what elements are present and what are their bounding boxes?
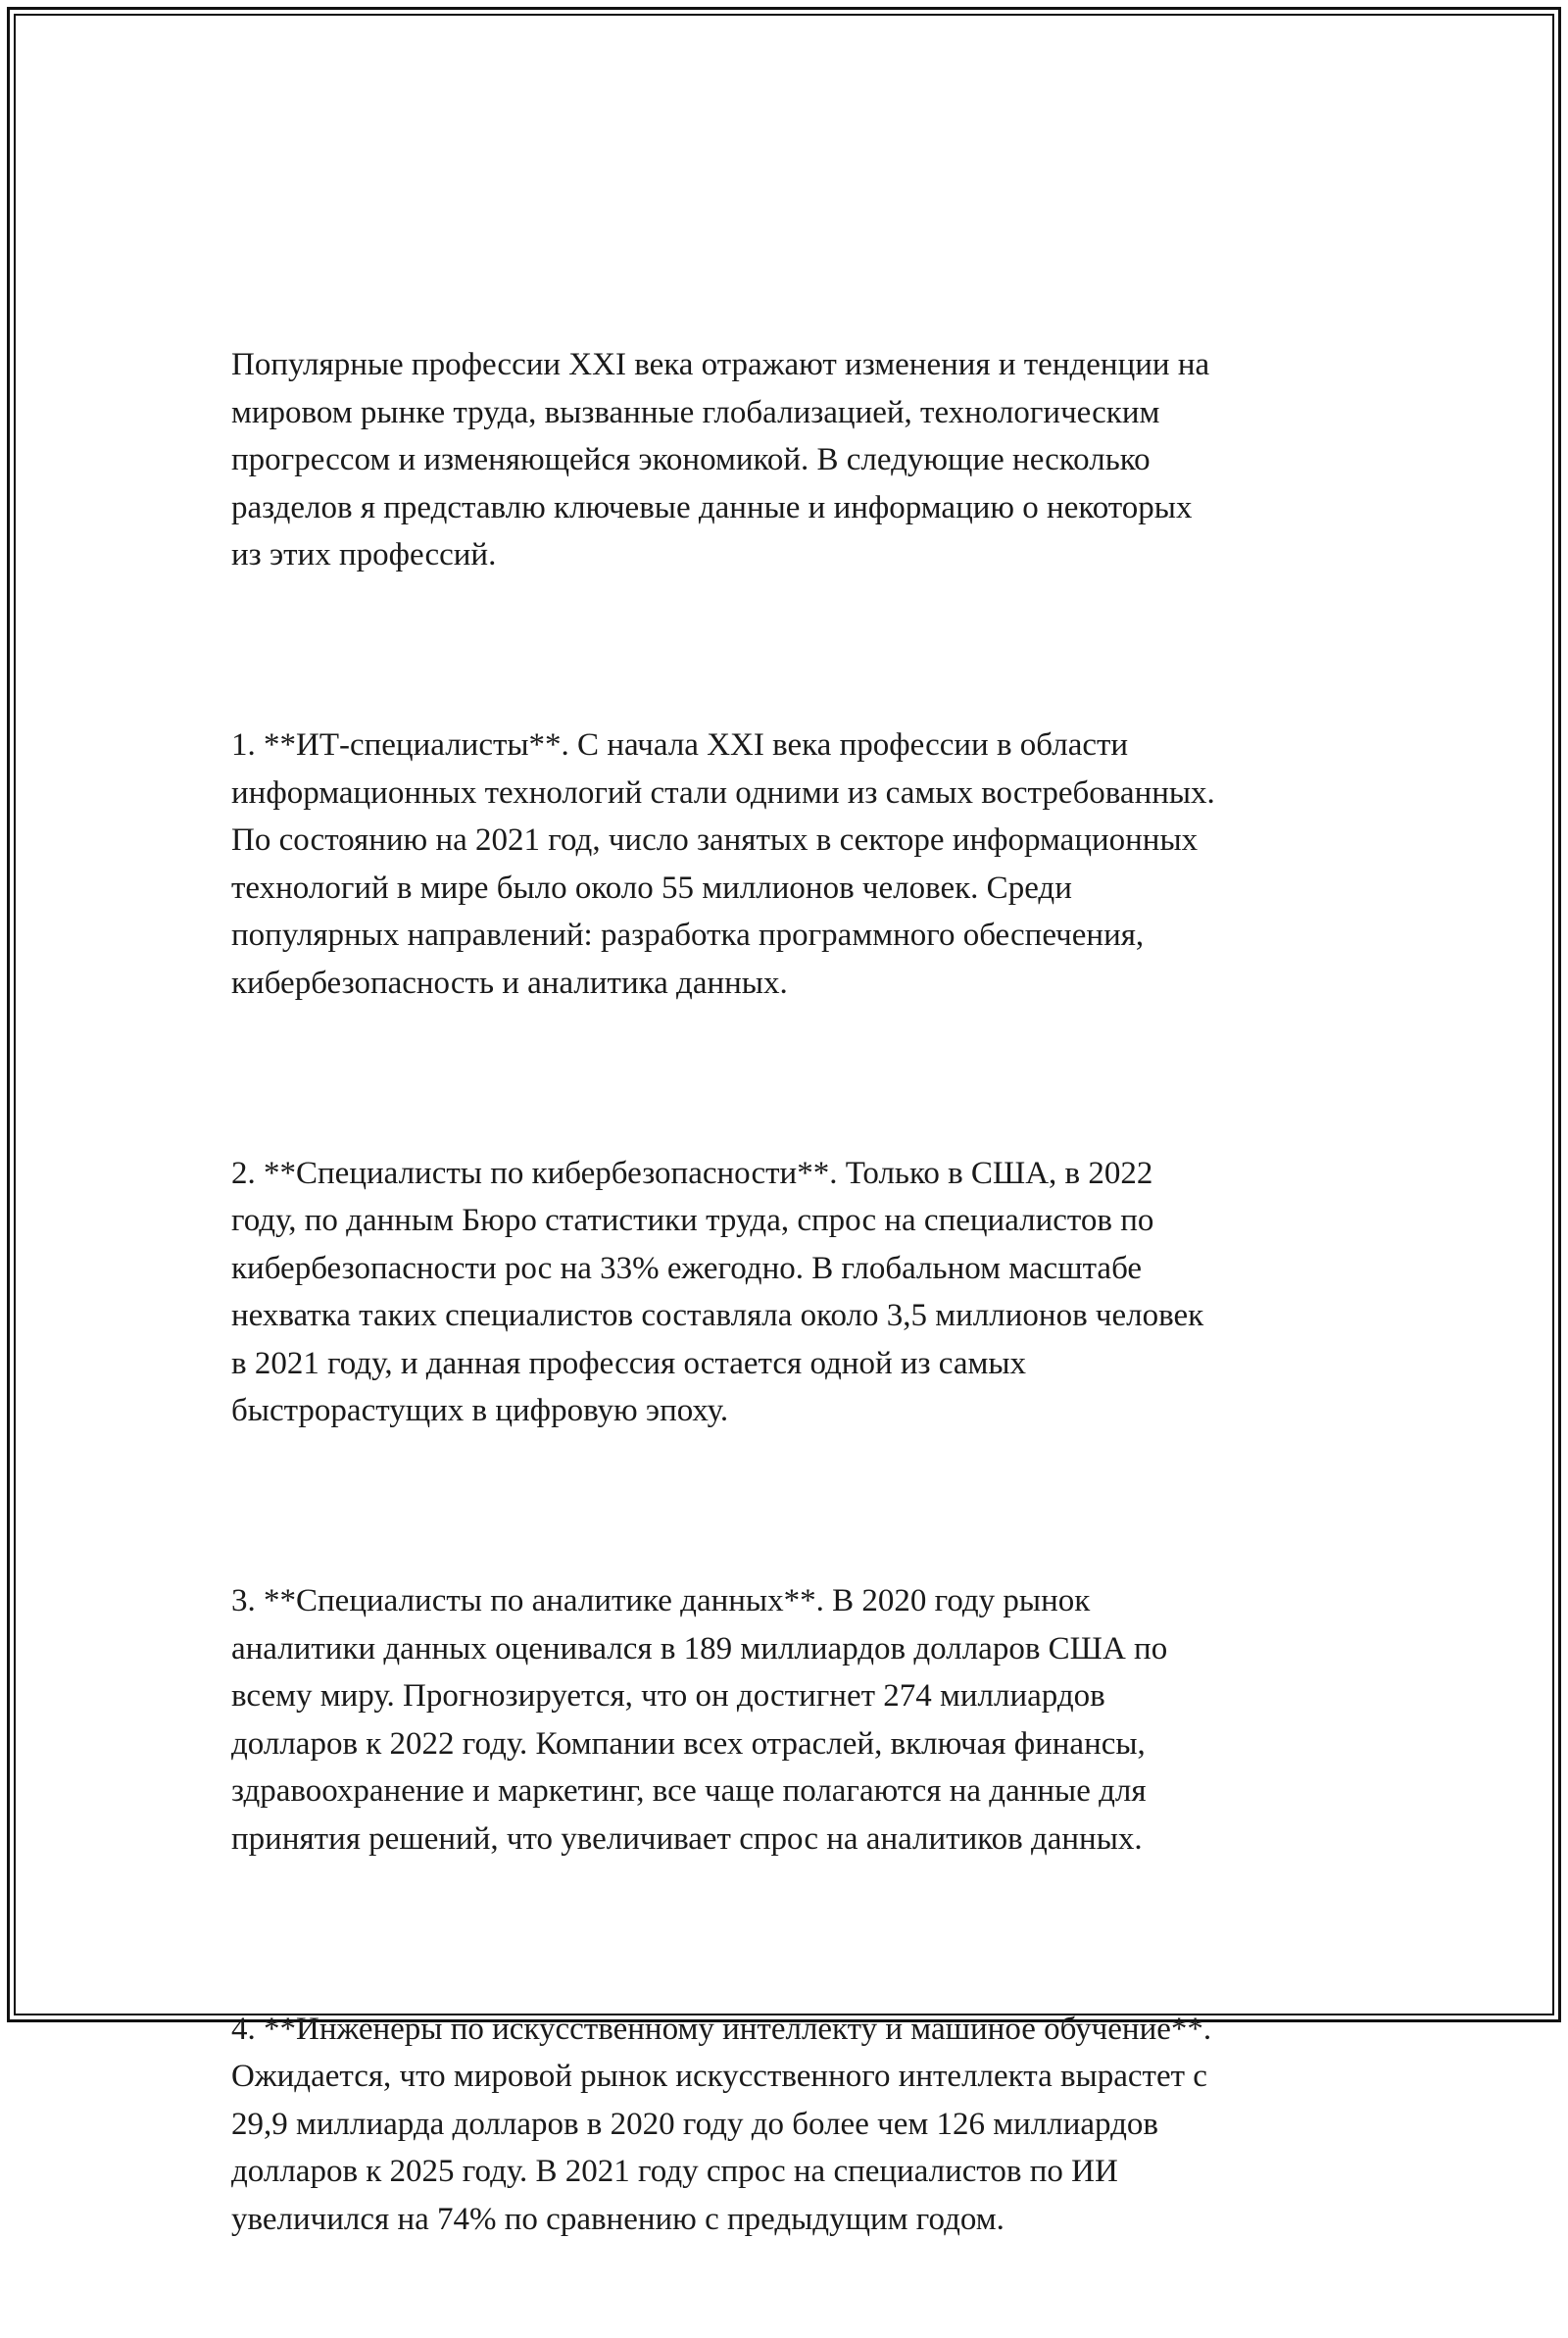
paragraph-cybersecurity: 2. **Специалисты по кибербезопасности**. Только в США, в 2022 году, по данным Бюро статистики труда, спрос на специалистов по кибербезопасности рос на 33% ежегодно. В глобальном масштабе нехватка таких специалистов составляла около 3,5 миллионов человек в 2021 году, и данная профессия остается одной из самых быстрорастущих в цифровую эпоху. [231,1155,1204,1428]
paragraph-it-specialists: 1. **ИТ-специалисты**. С начала XXI века профессии в области информационных технологий стали одними из самых востребованных. По состоянию на 2021 год, число занятых в секторе информационных технологий в мире было около 55 миллионов человек. Среди популярных направлений: разработка программного обеспечения, кибербезопасность и аналитика данных. [231,727,1215,1001]
paragraph-ai-ml: 4. **Инженеры по искусственному интеллекту и машиное обучение**. Ожидается, что мировой рынок искусственного интеллекта вырастет с 29,9 миллиарда долларов в 2020 году до более чем 126 миллиардов долларов к 2025 году. В 2021 году спрос на специалистов по ИИ увеличился на 74% по сравнению с предыдущим годом. [231,2011,1212,2237]
document-body [231,246,1339,2338]
intro-paragraph: Популярные профессии XXI века отражают изменения и тенденции на мировом рынке труда, вызванные глобализацией, технологическим прогрессом и изменяющейся экономикой. В следующие несколько разделов я представлю ключевые данные и информацию о некоторых из этих профессий. [231,347,1210,572]
paragraph-data-analytics: 3. **Специалисты по аналитике данных**. В 2020 году рынок аналитики данных оценивался в 189 миллиардов долларов США по всему миру. Прогнозируется, что он достигнет 274 миллиардов долларов к 2022 году. Компании всех отраслей, включая финансы, здравоохранение и маркетинг, все чаще полагаются на данные для принятия решений, что увеличивает спрос на аналитиков данных. [231,1583,1168,1857]
